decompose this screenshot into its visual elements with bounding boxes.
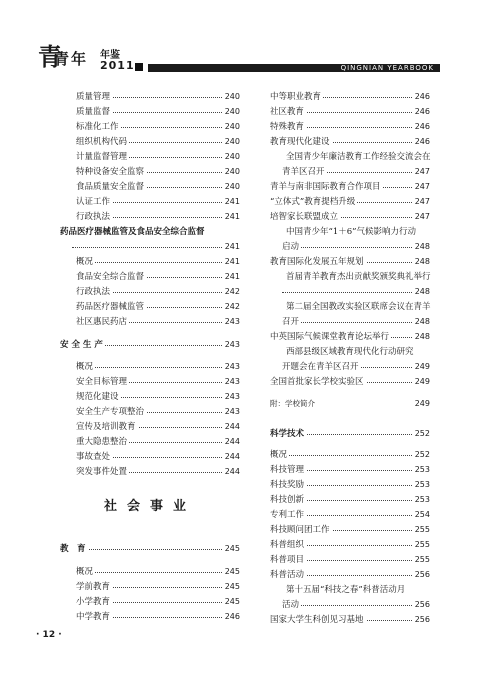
entry-page: 255 (412, 538, 430, 552)
toc-entry (60, 180, 240, 194)
entry-title: 药品医疗器械监管及食品安全综合监督 (60, 227, 205, 237)
entry-title: 中英国际气候课堂教育论坛举行 (270, 332, 390, 342)
entry-page: 242 (222, 300, 240, 314)
entry-page: 246 (412, 105, 430, 119)
entry-title: 学前教育 (76, 582, 111, 592)
banner-text: QINGNIAN YEARBOOK (340, 64, 434, 72)
entry-page: 255 (412, 553, 430, 567)
dot-leader (76, 262, 240, 263)
entry-title: 特殊教育 (270, 122, 305, 132)
entry-title: 中等职业教育 (270, 92, 322, 102)
toc-entry (270, 195, 430, 209)
entry-title: 事故查处 (76, 452, 111, 462)
entry-title: 召开 (282, 317, 300, 327)
entry-title: 科技管理 (270, 465, 305, 475)
toc-section-entry (60, 225, 240, 239)
toc-entry (60, 195, 240, 209)
toc-entry (270, 478, 430, 492)
entry-page: 243 (222, 375, 240, 389)
entry-title: 突发事件处置 (76, 467, 128, 477)
entry-page: 244 (222, 435, 240, 449)
entry-page: 249 (412, 375, 430, 389)
toc-entry (270, 300, 430, 314)
toc-entry (60, 285, 240, 299)
entry-title: 首届青羊教育杰出贡献奖颁奖典礼举行 (286, 272, 431, 282)
entry-title: 专利工作 (270, 510, 305, 520)
entry-page: 245 (222, 542, 240, 556)
entry-title: 组织机构代码 (76, 137, 128, 147)
toc-entry (60, 565, 240, 579)
entry-title: 科普组织 (270, 540, 305, 550)
entry-title: 科技奖励 (270, 480, 305, 490)
logo-year: 2011 (100, 59, 135, 72)
entry-title: 安全目标管理 (76, 377, 128, 387)
toc-entry (60, 105, 240, 119)
toc-entry (60, 315, 240, 329)
toc-section-entry (60, 542, 240, 556)
logo-title: 青年 (54, 50, 89, 68)
entry-page: 244 (222, 450, 240, 464)
entry-page: 244 (222, 465, 240, 479)
entry-title: 食品质量安全监督 (76, 182, 145, 192)
entry-title: 第二届全国教改实验区联席会议在青羊 (286, 302, 431, 312)
entry-page: 254 (412, 508, 430, 522)
toc-entry (60, 270, 240, 284)
toc-entry (270, 508, 430, 522)
entry-page: 243 (222, 315, 240, 329)
entry-title: 科技创新 (270, 495, 305, 505)
toc-entry (60, 450, 240, 464)
toc-entry (60, 390, 240, 404)
entry-page: 240 (222, 135, 240, 149)
entry-title: 食品安全综合监督 (76, 272, 145, 282)
toc-entry (60, 465, 240, 479)
entry-title: 安 全 生 产 (60, 340, 103, 350)
entry-title: 认证工作 (76, 197, 111, 207)
entry-page: 246 (412, 135, 430, 149)
dot-leader (76, 572, 240, 573)
dot-leader (270, 455, 430, 456)
entry-title: 教育国际化发展五年规划 (270, 257, 364, 267)
entry-title: 科学技术 (270, 429, 305, 439)
entry-title: 社区教育 (270, 107, 305, 117)
header-banner (148, 64, 440, 72)
entry-page: 243 (222, 360, 240, 374)
entry-title: 全国首批家长学校实验区 (270, 377, 364, 387)
entry-title: 青羊与南非国际教育合作项目 (270, 182, 381, 192)
logo-calligraphy: 青 (38, 42, 62, 71)
toc-entry (60, 405, 240, 419)
entry-page: 252 (412, 448, 430, 462)
entry-title: 安全生产专项整治 (76, 407, 145, 417)
toc-entry (270, 165, 430, 179)
entry-title: “立体式”教育提档升级 (270, 197, 356, 207)
entry-title: 开题会在青羊区召开 (282, 362, 359, 372)
entry-title: 行政执法 (76, 212, 111, 222)
dot-leader (282, 605, 430, 606)
toc-entry (270, 150, 430, 164)
entry-title: 药品医疗器械监管 (76, 302, 145, 312)
entry-title: 计量监督管理 (76, 152, 128, 162)
entry-title: 概况 (76, 362, 94, 372)
entry-title: 概况 (76, 567, 94, 577)
entry-title: 中学教育 (76, 612, 111, 622)
entry-page: 248 (412, 315, 430, 329)
toc-entry (270, 90, 430, 104)
toc-entry (60, 610, 240, 624)
entry-title: 小学教育 (76, 597, 111, 607)
entry-title: 行政执法 (76, 287, 111, 297)
entry-page: 255 (412, 523, 430, 537)
entry-title: 标准化工作 (76, 122, 119, 132)
logo-square (135, 63, 143, 71)
toc-entry (270, 397, 430, 411)
entry-page: 241 (222, 195, 240, 209)
entry-title: 启动 (282, 242, 300, 252)
entry-page: 249 (412, 360, 430, 374)
entry-page: 256 (412, 598, 430, 612)
part-heading: 社会事业 (103, 499, 196, 514)
entry-page: 246 (412, 90, 430, 104)
toc-entry (270, 448, 430, 462)
entry-page: 247 (412, 180, 430, 194)
toc-entry (270, 285, 430, 299)
toc-entry (270, 523, 430, 537)
toc-entry (270, 210, 430, 224)
toc-entry (60, 300, 240, 314)
entry-page: 243 (222, 338, 240, 352)
entry-page: 240 (222, 105, 240, 119)
toc-entry (270, 240, 430, 254)
toc-entry (60, 90, 240, 104)
entry-page: 253 (412, 478, 430, 492)
dot-leader (76, 367, 240, 368)
toc-entry (270, 375, 430, 389)
toc-entry (270, 270, 430, 284)
entry-page: 247 (412, 165, 430, 179)
toc-section-entry (270, 427, 430, 441)
toc-entry (60, 150, 240, 164)
entry-title: 活动 (282, 600, 300, 610)
entry-page: 240 (222, 180, 240, 194)
entry-title: 规范化建设 (76, 392, 119, 402)
toc-entry (270, 583, 430, 597)
entry-page: 248 (412, 330, 430, 344)
entry-title: 概况 (76, 257, 94, 267)
dot-leader (282, 247, 430, 248)
toc-entry (60, 240, 240, 254)
toc-entry (60, 165, 240, 179)
toc-entry (270, 330, 430, 344)
dot-leader (282, 322, 430, 323)
toc-entry (270, 255, 430, 269)
toc-entry (270, 135, 430, 149)
toc-entry (270, 538, 430, 552)
entry-title: 质量管理 (76, 92, 111, 102)
entry-title: 科普活动 (270, 570, 305, 580)
entry-title: 特种设备安全监察 (76, 167, 145, 177)
dot-leader (72, 247, 240, 248)
toc-entry (270, 180, 430, 194)
entry-page: 241 (222, 210, 240, 224)
toc-entry (270, 568, 430, 582)
page-number: · 12 · (36, 630, 62, 640)
toc-entry (60, 435, 240, 449)
entry-page: 241 (222, 270, 240, 284)
entry-page: 247 (412, 195, 430, 209)
entry-page: 240 (222, 90, 240, 104)
logo-nianjian: 年鉴 (100, 50, 120, 61)
entry-page: 249 (412, 397, 430, 411)
entry-page: 242 (222, 285, 240, 299)
entry-page: 246 (222, 610, 240, 624)
toc-entry (60, 210, 240, 224)
entry-title: 科普项目 (270, 555, 305, 565)
entry-page: 240 (222, 165, 240, 179)
toc-entry (60, 255, 240, 269)
entry-title: 宣传及培训教育 (76, 422, 136, 432)
entry-page: 240 (222, 150, 240, 164)
entry-page: 245 (222, 595, 240, 609)
entry-page: 245 (222, 580, 240, 594)
entry-title: 全国青少年廉洁教育工作经验交流会在 (286, 152, 431, 162)
entry-page: 256 (412, 568, 430, 582)
yearbook-logo (38, 40, 148, 76)
entry-title: 教育现代化建设 (270, 137, 330, 147)
toc-entry (60, 420, 240, 434)
toc-entry (60, 595, 240, 609)
toc-entry (270, 225, 430, 239)
dot-leader (282, 292, 430, 293)
toc-entry (270, 345, 430, 359)
entry-title: 重大隐患整治 (76, 437, 128, 447)
entry-page: 248 (412, 285, 430, 299)
entry-title: 青羊区召开 (282, 167, 325, 177)
entry-page: 240 (222, 120, 240, 134)
toc-entry (270, 613, 430, 627)
entry-page: 246 (412, 120, 430, 134)
entry-title: 培智家长联盟成立 (270, 212, 339, 222)
toc-entry (60, 360, 240, 374)
entry-page: 253 (412, 463, 430, 477)
entry-title: 科技顾问团工作 (270, 525, 330, 535)
entry-page: 256 (412, 613, 430, 627)
toc-entry (60, 375, 240, 389)
entry-page: 252 (412, 427, 430, 441)
entry-title: 教 育 (60, 544, 86, 554)
toc-entry (270, 105, 430, 119)
entry-title: 概况 (270, 450, 288, 460)
toc-entry (270, 493, 430, 507)
toc-entry (270, 315, 430, 329)
page-header (38, 40, 440, 76)
entry-page: 248 (412, 255, 430, 269)
toc-entry (60, 580, 240, 594)
entry-title: 社区惠民药店 (76, 317, 128, 327)
toc-entry (270, 463, 430, 477)
entry-title: 西部县级区域教育现代化行动研究 (286, 347, 414, 357)
entry-page: 245 (222, 565, 240, 579)
entry-page: 241 (222, 255, 240, 269)
entry-page: 248 (412, 240, 430, 254)
entry-page: 243 (222, 390, 240, 404)
toc-entry (270, 120, 430, 134)
entry-title: 中国青少年“1＋6”气候影响力行动 (286, 227, 417, 237)
toc-entry (270, 598, 430, 612)
entry-page: 243 (222, 405, 240, 419)
toc-entry (60, 120, 240, 134)
entry-page: 241 (222, 240, 240, 254)
entry-page: 244 (222, 420, 240, 434)
entry-title: 质量监督 (76, 107, 111, 117)
entry-title: 国家大学生科创见习基地 (270, 615, 364, 625)
toc-section-entry (60, 338, 240, 352)
entry-page: 247 (412, 210, 430, 224)
toc-entry (270, 360, 430, 374)
entry-title: 第十五届“科技之春”科普活动月 (286, 585, 406, 595)
toc-entry (60, 135, 240, 149)
toc-entry (270, 553, 430, 567)
entry-title: 附：学校简介 (270, 397, 317, 411)
entry-page: 253 (412, 493, 430, 507)
